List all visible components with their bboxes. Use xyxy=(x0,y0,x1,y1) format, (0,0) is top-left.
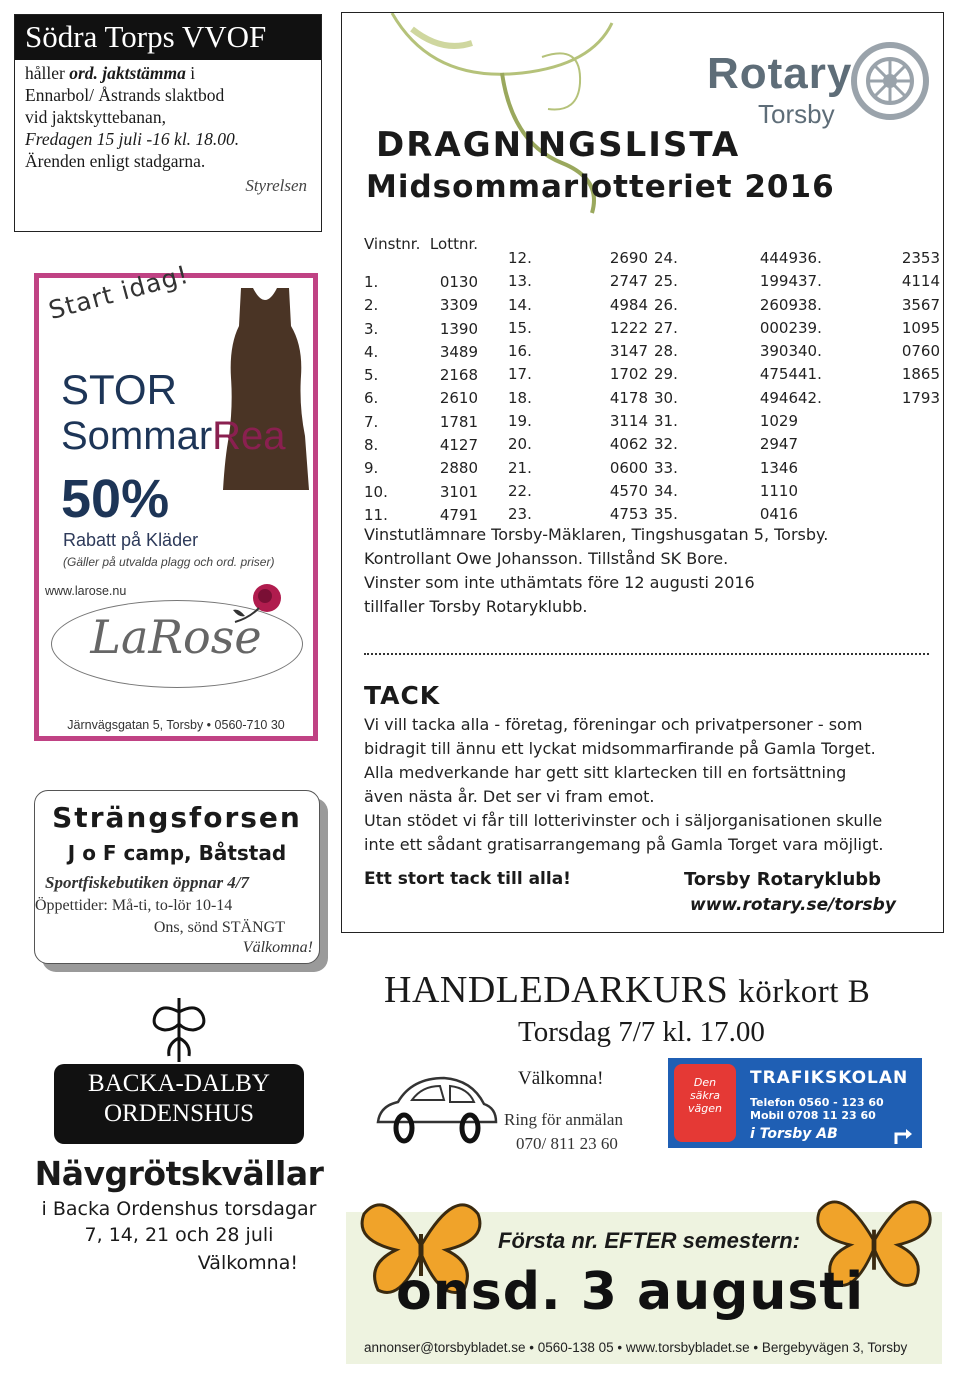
prize-number: 23. xyxy=(508,505,532,524)
prize-number: 15. xyxy=(508,318,532,337)
thanks-line: Ett stort tack till alla! xyxy=(364,869,571,889)
draw-row xyxy=(654,480,798,503)
draw-row xyxy=(364,481,478,504)
heading-small: körkort B xyxy=(738,974,871,1010)
draw-row xyxy=(508,340,648,363)
vvof-line1-prefix: håller xyxy=(25,63,70,83)
prize-number: 33. xyxy=(654,458,678,477)
trafikskolan-tel: Telefon 0560 - 123 60 xyxy=(750,1096,884,1109)
info-line3: Vinster som inte uthämtats före 12 augusti 2016 xyxy=(364,573,755,592)
strangsforsen-hours1: Öppettider: Må-ti, to-lör 10-14 xyxy=(35,897,233,914)
lottery-number: 2747 xyxy=(609,272,648,291)
rabatt-text: Rabatt på Kläder xyxy=(63,530,199,550)
draw-row xyxy=(798,317,940,340)
lottery-number: 4984 xyxy=(609,295,648,314)
strangsforsen-subtitle: J o F camp, Båtstad xyxy=(67,841,287,865)
lottery-number: 1793 xyxy=(901,388,940,407)
vvof-line1-suffix: i xyxy=(185,63,196,83)
lottery-number: 2610 xyxy=(439,389,478,408)
tack-body xyxy=(364,713,936,857)
draw-row xyxy=(364,457,478,480)
lottery-number: 4127 xyxy=(439,436,478,455)
rotary-logo-sub: Torsby xyxy=(758,99,835,129)
draw-row xyxy=(654,340,798,363)
header-lottnr: Lottnr. xyxy=(429,235,479,253)
lottery-number: 1222 xyxy=(609,318,648,337)
lottery-number: 1346 xyxy=(759,458,798,477)
strangsforsen-hours2: Ons, sönd STÄNGT xyxy=(153,919,285,936)
trafikskolan-name: TRAFIKSKOLAN xyxy=(750,1068,909,1088)
info-line1: Vinstutlämnare Torsby-Mäklaren, Tingshusgatan 5, Torsby. xyxy=(364,525,829,544)
prize-number: 6. xyxy=(364,389,379,408)
vvof-line1 xyxy=(25,62,311,84)
prize-number: 12. xyxy=(508,249,532,267)
trafikskolan-place: i Torsby AB xyxy=(750,1126,838,1142)
prize-number: 38. xyxy=(798,295,822,314)
sommar-rea-text xyxy=(61,414,286,459)
prize-number: 20. xyxy=(508,435,532,454)
car-icon xyxy=(372,1066,502,1146)
vvof-line3: vid jaktskyttebanan, xyxy=(25,107,166,127)
draw-row xyxy=(508,387,648,410)
prize-number: 27. xyxy=(654,318,678,337)
lottery-number: 4449 xyxy=(759,249,798,267)
prize-number: 26. xyxy=(654,295,678,314)
vvof-line4: Fredagen 15 juli -16 kl. 18.00. xyxy=(25,129,240,149)
lottery-number: 1390 xyxy=(439,319,478,338)
prize-number: 1. xyxy=(364,273,379,291)
lottery-number: 3567 xyxy=(901,295,940,314)
prize-number: 25. xyxy=(654,272,678,291)
ring-text: Ring för anmälan xyxy=(504,1110,623,1129)
lottery-number: 3101 xyxy=(439,482,478,501)
tack-line2: bidragit till ännu ett lyckat midsommarfirande på Gamla Torget. xyxy=(364,739,876,758)
lottery-number: 1029 xyxy=(759,412,798,431)
prize-number: 21. xyxy=(508,458,532,477)
rotary-website[interactable]: www.rotary.se/torsby xyxy=(690,895,896,915)
prize-number: 24. xyxy=(654,249,678,267)
backa-line1: i Backa Ordenshus torsdagar xyxy=(41,1198,317,1220)
draw-row xyxy=(798,387,940,410)
ornament-icon xyxy=(139,994,219,1066)
vvof-line2: Ennarbol/ Åstrands slaktbod xyxy=(25,85,225,105)
prize-number: 30. xyxy=(654,388,678,407)
lottery-number: 4570 xyxy=(609,481,648,500)
draw-row xyxy=(364,387,478,410)
lottery-number: 3903 xyxy=(759,342,798,361)
lottery-number: 0416 xyxy=(759,505,798,524)
vvof-title: Södra Torps VVOF xyxy=(15,15,321,60)
lottery-number: 4178 xyxy=(609,388,648,407)
draw-row xyxy=(364,434,478,457)
lottery-number: 2609 xyxy=(759,295,798,314)
draw-row xyxy=(798,340,940,363)
lottery-number: 1994 xyxy=(759,272,798,291)
info-line2: Kontrollant Owe Johansson. Tillstånd SK Bore. xyxy=(364,549,729,568)
prize-number: 42. xyxy=(798,388,822,407)
draw-column xyxy=(798,247,940,410)
rotary-draw-panel xyxy=(341,12,944,933)
prize-number: 35. xyxy=(654,505,678,524)
lottery-number: 2947 xyxy=(759,435,798,454)
safe-road-badge-text: Den säkra vägen xyxy=(688,1076,722,1115)
draw-header xyxy=(364,235,478,253)
info-line4: tillfaller Torsby Rotaryklubb. xyxy=(364,597,588,616)
lottery-number: 1702 xyxy=(609,365,648,384)
lottery-number: 1095 xyxy=(901,318,940,337)
lottery-number: 3147 xyxy=(609,342,648,361)
galler-text: (Gäller på utvalda plagg och ord. priser) xyxy=(63,555,275,569)
tack-line4: även nästa år. Det ser vi fram emot. xyxy=(364,787,655,806)
prize-number: 3. xyxy=(364,319,379,338)
draw-row xyxy=(798,247,940,270)
prize-number: 36. xyxy=(798,249,822,267)
tack-heading: TACK xyxy=(364,681,441,710)
header-vinstnr: Vinstnr. xyxy=(364,235,421,253)
backa-welcome: Välkomna! xyxy=(197,1252,298,1274)
dress-icon xyxy=(219,286,311,494)
lottery-number: 0130 xyxy=(439,273,478,291)
phone-text: 070/ 811 23 60 xyxy=(516,1134,618,1153)
navgrot-heading: Nävgrötskvällar xyxy=(34,1154,324,1193)
larose-logo: LaRose xyxy=(90,610,262,664)
lottery-number: 4753 xyxy=(609,505,648,524)
draw-row xyxy=(654,247,798,270)
prize-number: 28. xyxy=(654,342,678,361)
prize-number: 4. xyxy=(364,342,379,361)
larose-address: Järnvägsgatan 5, Torsby • 0560-710 30 xyxy=(67,718,285,732)
contact-line: annonser@torsbybladet.se • 0560-138 05 • www.torsbybladet.se • Bergebyvägen 3, Torsby xyxy=(364,1340,908,1355)
draw-row xyxy=(654,433,798,456)
rotary-logo-text: Rotary xyxy=(707,49,853,98)
strangsforsen-notice: Sportfiskebutiken öppnar 4/7 xyxy=(45,873,250,892)
draw-row xyxy=(654,457,798,480)
prize-number: 2. xyxy=(364,296,379,315)
ribbon-line2: ORDENSHUS xyxy=(103,1100,255,1127)
handledarkurs-ad xyxy=(356,962,946,1162)
tack-line6: inte ett sådant gratisarrangemang på Gamla Torget vara möjligt. xyxy=(364,835,884,854)
lottery-number: 4946 xyxy=(759,388,798,407)
rea-word: Rea xyxy=(212,414,286,458)
lottery-number: 3114 xyxy=(609,412,648,431)
dotted-divider xyxy=(364,653,929,655)
draw-column xyxy=(654,247,798,527)
prize-number: 9. xyxy=(364,459,379,478)
course-date: Torsdag 7/7 kl. 17.00 xyxy=(518,1016,765,1048)
rotary-wheel-icon xyxy=(850,41,930,121)
trafikskolan-phones xyxy=(750,1096,884,1122)
draw-row xyxy=(508,363,648,386)
vvof-body xyxy=(15,60,321,174)
backa-dalby-ad xyxy=(34,994,324,1364)
lottery-number: 4791 xyxy=(439,505,478,524)
draw-row xyxy=(364,341,478,364)
prize-number: 16. xyxy=(508,342,532,361)
prize-number: 18. xyxy=(508,388,532,407)
prize-number: 29. xyxy=(654,365,678,384)
prize-number: 5. xyxy=(364,366,379,385)
next-issue-date: onsd. 3 augusti xyxy=(396,1262,865,1322)
vvof-notice xyxy=(14,14,322,232)
tack-line5: Utan stödet vi får till lotterivinster och i säljorganisationen skulle xyxy=(364,811,883,830)
draw-row xyxy=(364,294,478,317)
lottery-number: 4062 xyxy=(609,435,648,454)
lottery-number: 3309 xyxy=(439,296,478,315)
draw-row xyxy=(508,480,648,503)
lottery-number: 0760 xyxy=(901,342,940,361)
prize-number: 11. xyxy=(364,505,388,524)
heading-big: HANDLEDARKURS xyxy=(384,969,729,1011)
course-welcome: Välkomna! xyxy=(518,1068,604,1089)
prize-number: 17. xyxy=(508,365,532,384)
draw-column xyxy=(508,247,648,527)
prize-number: 37. xyxy=(798,272,822,291)
sommar-word: Sommar xyxy=(61,414,213,458)
vvof-line1-em: ord. jaktstämma xyxy=(69,63,186,83)
draw-column xyxy=(364,271,478,527)
draw-row xyxy=(508,410,648,433)
draw-list-subtitle: Midsommarlotteriet 2016 xyxy=(366,169,835,205)
prize-number: 10. xyxy=(364,482,388,501)
tack-line3: Alla medverkande har gett sitt klartecken till en fortsättning xyxy=(364,763,847,782)
lottery-number: 0600 xyxy=(609,458,648,477)
lottery-number: 2353 xyxy=(901,249,940,267)
lottery-number: 0002 xyxy=(759,318,798,337)
strangsforsen-ad xyxy=(34,790,320,964)
lottery-number: 4114 xyxy=(901,272,940,291)
draw-row xyxy=(654,410,798,433)
prize-number: 14. xyxy=(508,295,532,314)
lottery-number: 2690 xyxy=(609,249,648,267)
handledarkurs-heading xyxy=(384,968,870,1012)
draw-row xyxy=(364,318,478,341)
prize-number: 7. xyxy=(364,412,379,431)
larose-ad xyxy=(34,259,318,741)
draw-row xyxy=(798,270,940,293)
draw-row xyxy=(654,363,798,386)
draw-row xyxy=(798,294,940,317)
lottery-number: 1865 xyxy=(901,365,940,384)
draw-row xyxy=(654,387,798,410)
arrow-turn-icon xyxy=(892,1126,916,1146)
vvof-line5: Ärenden enligt stadgarna. xyxy=(25,151,206,171)
first-issue-text: Första nr. EFTER semestern: xyxy=(498,1228,800,1253)
trafikskolan-mobil: Mobil 0708 11 23 60 xyxy=(750,1109,876,1122)
tack-line1: Vi vill tacka alla - företag, föreningar och privatpersoner - som xyxy=(364,715,863,734)
prize-number: 8. xyxy=(364,436,379,455)
larose-web[interactable]: www.larose.nu xyxy=(45,584,127,598)
lottery-number: 4754 xyxy=(759,365,798,384)
stor-text: STOR xyxy=(61,366,177,413)
prize-number: 40. xyxy=(798,342,822,361)
lottery-number: 2880 xyxy=(439,459,478,478)
start-idag-text: Start idag! xyxy=(45,259,193,325)
vvof-signature: Styrelsen xyxy=(245,176,307,195)
lottery-number: 1781 xyxy=(439,412,478,431)
backa-line2: 7, 14, 21 och 28 juli xyxy=(84,1224,274,1246)
draw-row xyxy=(364,271,478,294)
draw-list-title: DRAGNINGSLISTA xyxy=(376,125,741,165)
prize-number: 41. xyxy=(798,365,822,384)
ribbon-line1: BACKA-DALBY xyxy=(88,1070,270,1097)
lottery-number: 2168 xyxy=(439,366,478,385)
draw-row xyxy=(508,317,648,340)
draw-info xyxy=(364,523,934,619)
draw-row xyxy=(364,411,478,434)
prize-number: 13. xyxy=(508,272,532,291)
strangsforsen-welcome: Välkomna! xyxy=(242,939,313,956)
prize-number: 19. xyxy=(508,412,532,431)
prize-number: 39. xyxy=(798,318,822,337)
prize-number: 34. xyxy=(654,481,678,500)
discount-percent: 50% xyxy=(61,469,170,529)
draw-row xyxy=(654,270,798,293)
lottery-number: 3489 xyxy=(439,342,478,361)
draw-row xyxy=(508,247,648,270)
draw-row xyxy=(798,363,940,386)
strangsforsen-title: Strängsforsen xyxy=(52,801,302,834)
next-issue-banner xyxy=(346,1212,942,1364)
draw-row xyxy=(654,294,798,317)
draw-row xyxy=(654,317,798,340)
draw-row xyxy=(508,457,648,480)
prize-number: 22. xyxy=(508,481,532,500)
club-name: Torsby Rotaryklubb xyxy=(684,869,882,890)
draw-row xyxy=(508,270,648,293)
prize-number: 31. xyxy=(654,412,678,431)
draw-row xyxy=(364,364,478,387)
draw-row xyxy=(508,294,648,317)
draw-row xyxy=(508,433,648,456)
lottery-number: 1110 xyxy=(759,481,798,500)
prize-number: 32. xyxy=(654,435,678,454)
